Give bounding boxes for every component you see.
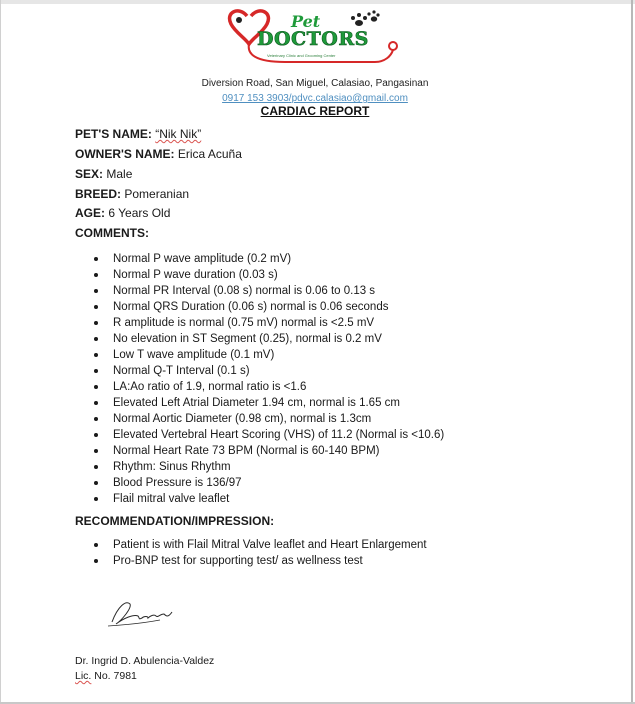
page-right-border: [631, 0, 633, 704]
contact-link[interactable]: 0917 153 3903/pdvc.calasiao@gmail.com: [222, 93, 408, 104]
comment-item: Elevated Vertebral Heart Scoring (VHS) of 11.2 (Normal is <10.6): [94, 427, 444, 443]
comment-item: Elevated Left Atrial Diameter 1.94 cm, normal is 1.65 cm: [94, 395, 444, 411]
breed-label: BREED:: [75, 187, 122, 201]
comment-item: Normal P wave amplitude (0.2 mV): [94, 251, 444, 267]
logo-text-doctors: DOCTORS: [257, 28, 369, 50]
recommendation-list: [94, 537, 427, 569]
license-value: No. 7981: [91, 670, 137, 682]
age-field: [75, 206, 170, 220]
comment-item: Normal QRS Duration (0.06 s) normal is 0.06 seconds: [94, 299, 444, 315]
owner-name-value: Erica Acuña: [177, 147, 242, 161]
comments-label: COMMENTS:: [75, 226, 149, 240]
comment-item: R amplitude is normal (0.75 mV) normal is <2.5 mV: [94, 315, 444, 331]
comment-item: No elevation in ST Segment (0.25), normal is 0.2 mV: [94, 331, 444, 347]
license-prefix: Lic.: [75, 670, 92, 682]
comment-item: Normal Aortic Diameter (0.98 cm), normal is 1.3cm: [94, 411, 444, 427]
recommendation-item: Pro-BNP test for supporting test/ as wellness test: [94, 553, 427, 569]
recommendation-item: Patient is with Flail Mitral Valve leaflet and Heart Enlargement: [94, 537, 427, 553]
comment-item: LA:Ao ratio of 1.9, normal ratio is <1.6: [94, 379, 444, 395]
sex-value: Male: [106, 167, 133, 181]
logo-tagline: Veterinary Clinic and Grooming Center: [267, 53, 336, 58]
breed-value: Pomeranian: [124, 187, 190, 201]
pet-name-label: PET'S NAME:: [75, 127, 152, 141]
comment-item: Flail mitral valve leaflet: [94, 491, 444, 507]
owner-name-label: OWNER'S NAME:: [75, 147, 175, 161]
report-title: CARDIAC REPORT: [260, 104, 370, 118]
comment-item: Low T wave amplitude (0.1 mV): [94, 347, 444, 363]
sex-label: SEX:: [75, 167, 104, 181]
pet-name-field: [75, 127, 201, 141]
clinic-contact[interactable]: [0, 93, 630, 104]
comment-item: Normal Heart Rate 73 BPM (Normal is 60-140 BPM): [94, 443, 444, 459]
comments-heading: [75, 226, 149, 240]
pet-name-value: “Nik Nik”: [155, 127, 202, 141]
comment-item: Blood Pressure is 136/97: [94, 475, 444, 491]
logo-text-pet: Pet: [291, 12, 321, 31]
comments-list: [94, 251, 444, 507]
clinic-address: Diversion Road, San Miguel, Calasiao, Pangasinan: [201, 78, 429, 89]
breed-field: [75, 187, 189, 201]
age-label: AGE:: [75, 206, 105, 220]
comment-item: Normal PR Interval (0.08 s) normal is 0.06 to 0.13 s: [94, 283, 444, 299]
doctor-name: Dr. Ingrid D. Abulencia-Valdez: [75, 655, 215, 667]
sex-field: [75, 167, 132, 181]
license-number: [75, 670, 137, 682]
clinic-logo: [225, 6, 405, 72]
doctor-signature: [104, 596, 184, 630]
page-top-border: [0, 0, 635, 4]
recommendation-heading: RECOMMENDATION/IMPRESSION:: [75, 514, 275, 528]
owner-name-field: [75, 147, 242, 161]
age-value: 6 Years Old: [108, 206, 171, 220]
comment-item: Normal Q-T Interval (0.1 s): [94, 363, 444, 379]
comment-item: Normal P wave duration (0.03 s): [94, 267, 444, 283]
comment-item: Rhythm: Sinus Rhythm: [94, 459, 444, 475]
